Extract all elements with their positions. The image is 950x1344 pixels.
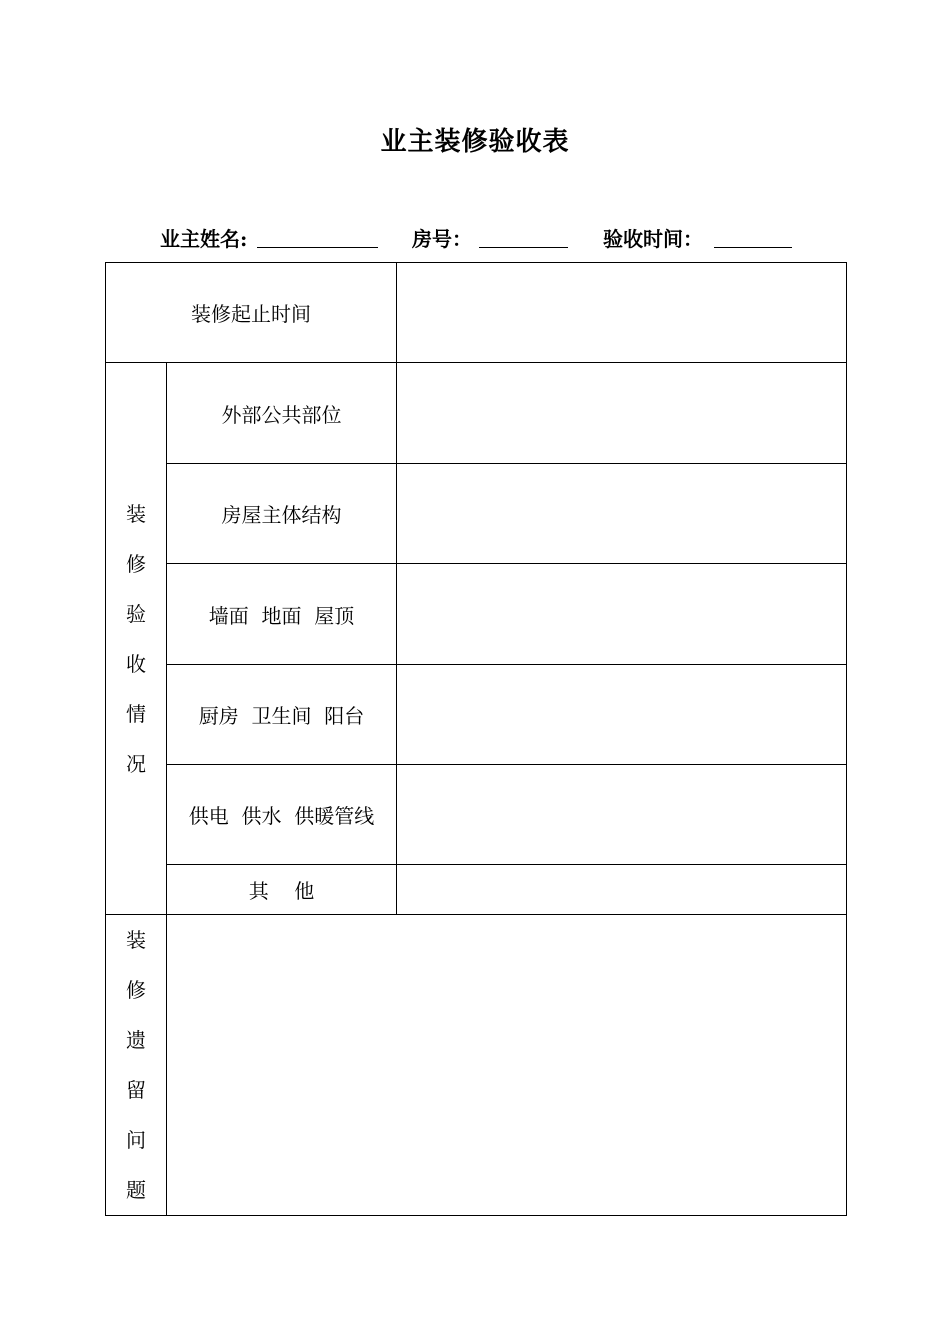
- inspection-item-value-cell[interactable]: [397, 665, 847, 765]
- inspection-time-label: 验收时间：: [603, 227, 703, 251]
- table-row: [106, 464, 847, 564]
- inspection-item-value-cell[interactable]: [397, 765, 847, 865]
- inspection-item-value-cell[interactable]: [397, 363, 847, 464]
- owner-name-blank[interactable]: [257, 247, 378, 248]
- period-value-cell[interactable]: [397, 263, 847, 363]
- table-row: [106, 665, 847, 765]
- label-char: 装: [126, 501, 146, 526]
- label-char: 况: [126, 751, 146, 776]
- inspection-time-blank[interactable]: [714, 247, 792, 248]
- inspection-table: [105, 262, 847, 1216]
- inspection-item-label: 供电 供水 供暖管线: [167, 765, 397, 865]
- inspection-item-value-cell[interactable]: [397, 865, 847, 915]
- table-row: [106, 765, 847, 865]
- inspection-section-label-cell: [106, 363, 167, 915]
- label-char: 修: [126, 978, 146, 1002]
- owner-name-label: 业主姓名:: [160, 227, 248, 251]
- label-char: 验: [126, 601, 146, 626]
- remaining-issues-label-cell: [106, 915, 167, 1216]
- table-row: [106, 865, 847, 915]
- room-number-label: 房号：: [412, 227, 472, 251]
- label-char: 修: [126, 551, 146, 576]
- table-row: [106, 263, 847, 363]
- table-row: [106, 915, 847, 1216]
- label-char: 情: [126, 701, 146, 726]
- label-char: 题: [126, 1178, 146, 1202]
- room-number-blank[interactable]: [479, 247, 568, 248]
- table-row: [106, 564, 847, 665]
- table-row: [106, 363, 847, 464]
- form-header-fields: [0, 223, 950, 253]
- remaining-issues-value-cell[interactable]: [167, 915, 847, 1216]
- inspection-item-label: 墙面 地面 屋顶: [167, 564, 397, 665]
- inspection-item-label: 外部公共部位: [167, 363, 397, 464]
- label-char: 留: [126, 1078, 146, 1102]
- inspection-item-value-cell[interactable]: [397, 564, 847, 665]
- form-title: 业主装修验收表: [380, 127, 570, 157]
- period-label-cell: 装修起止时间: [106, 263, 397, 363]
- inspection-item-label: 厨房 卫生间 阳台: [167, 665, 397, 765]
- inspection-item-label: 其 他: [167, 865, 397, 915]
- remaining-issues-label: [126, 915, 146, 1215]
- inspection-item-label: 房屋主体结构: [167, 464, 397, 564]
- inspection-section-label: [126, 489, 146, 789]
- label-char: 收: [126, 651, 146, 676]
- label-char: 问: [126, 1128, 146, 1152]
- label-char: 装: [126, 928, 146, 952]
- label-char: 遗: [126, 1028, 146, 1052]
- inspection-item-value-cell[interactable]: [397, 464, 847, 564]
